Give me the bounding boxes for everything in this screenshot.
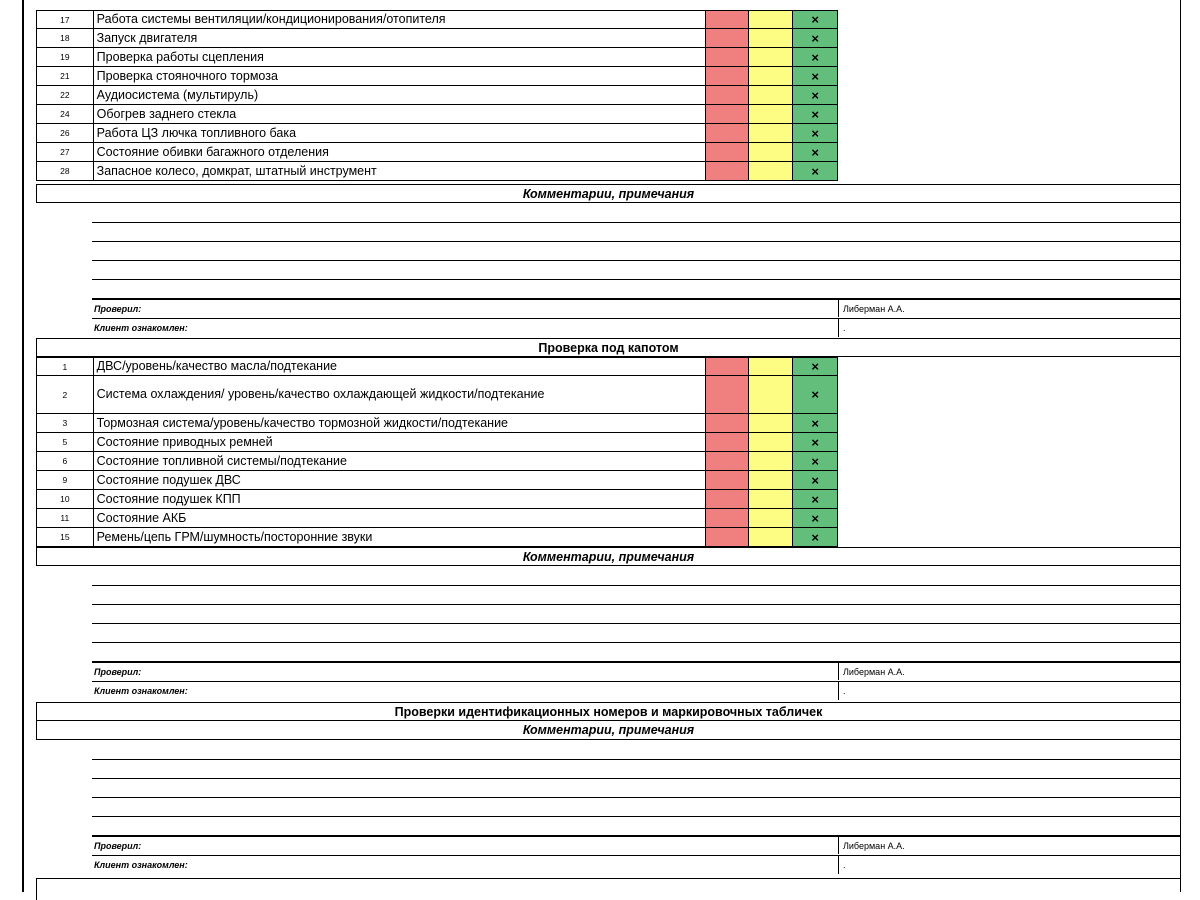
item-text: Состояние топливной системы/подтекание [94, 452, 706, 470]
client-value: . [838, 682, 1181, 700]
checked-label: Проверил: [94, 666, 142, 677]
comment-line [92, 241, 1181, 242]
status-yellow-cell[interactable] [749, 433, 794, 451]
checklist-row [36, 143, 838, 162]
status-green-cell[interactable] [793, 29, 838, 47]
status-red-cell[interactable] [706, 11, 749, 28]
status-red-cell[interactable] [706, 358, 749, 375]
checked-value: Либерман А.А. [838, 663, 1181, 680]
checklist-row [36, 357, 838, 376]
comment-line [92, 642, 1181, 643]
item-number: 21 [36, 67, 94, 85]
item-text: Ремень/цепь ГРМ/шумность/посторонние звуки [94, 528, 706, 546]
item-number: 11 [36, 509, 94, 527]
status-yellow-cell[interactable] [749, 48, 794, 66]
item-number: 3 [36, 414, 94, 432]
item-number: 24 [36, 105, 94, 123]
status-red-cell[interactable] [706, 452, 749, 470]
check-mark-icon: × [811, 491, 819, 507]
comment-line [92, 623, 1181, 624]
section1-client-row [92, 318, 1181, 337]
status-red-cell[interactable] [706, 509, 749, 527]
status-green-cell[interactable] [793, 11, 838, 28]
checklist-row [36, 124, 838, 143]
check-mark-icon: × [811, 510, 819, 526]
status-yellow-cell[interactable] [749, 471, 794, 489]
item-number: 28 [36, 162, 94, 180]
check-mark-icon: × [811, 30, 819, 46]
item-text: Состояние обивки багажного отделения [94, 143, 706, 161]
status-green-cell[interactable] [793, 143, 838, 161]
status-red-cell[interactable] [706, 124, 749, 142]
status-red-cell[interactable] [706, 67, 749, 85]
checklist-row [36, 86, 838, 105]
status-yellow-cell[interactable] [749, 490, 794, 508]
checklist-row [36, 528, 838, 547]
status-red-cell[interactable] [706, 143, 749, 161]
checked-label: Проверил: [94, 840, 142, 851]
status-green-cell[interactable] [793, 48, 838, 66]
status-red-cell[interactable] [706, 414, 749, 432]
item-text: Работа системы вентиляции/кондиционирования/отопителя [94, 11, 706, 28]
status-yellow-cell[interactable] [749, 86, 794, 104]
item-number: 27 [36, 143, 94, 161]
comment-line [92, 260, 1181, 261]
check-mark-icon: × [811, 453, 819, 469]
checked-value: Либерман А.А. [838, 837, 1181, 854]
check-mark-icon: × [811, 434, 819, 450]
status-red-cell[interactable] [706, 376, 749, 413]
check-mark-icon: × [811, 529, 819, 545]
item-text: Обогрев заднего стекла [94, 105, 706, 123]
bottom-box-top [36, 878, 1181, 879]
client-value: . [838, 856, 1181, 874]
check-mark-icon: × [811, 87, 819, 103]
status-red-cell[interactable] [706, 29, 749, 47]
checklist-row [36, 67, 838, 86]
status-red-cell[interactable] [706, 162, 749, 180]
section2-checked-row [92, 661, 1181, 680]
client-value: . [838, 319, 1181, 337]
checklist-row [36, 471, 838, 490]
status-red-cell[interactable] [706, 471, 749, 489]
item-number: 26 [36, 124, 94, 142]
item-text: Работа ЦЗ лючка топливного бака [94, 124, 706, 142]
check-mark-icon: × [811, 359, 819, 374]
item-number: 15 [36, 528, 94, 546]
status-green-cell[interactable] [793, 509, 838, 527]
status-green-cell[interactable] [793, 452, 838, 470]
checklist-row [36, 10, 838, 29]
comment-line [92, 759, 1181, 760]
item-text: Состояние подушек ДВС [94, 471, 706, 489]
status-yellow-cell[interactable] [749, 452, 794, 470]
status-green-cell[interactable] [793, 358, 838, 375]
checklist-row [36, 105, 838, 124]
status-red-cell[interactable] [706, 105, 749, 123]
checklist-row [36, 48, 838, 67]
status-yellow-cell[interactable] [749, 414, 794, 432]
item-text: Проверка работы сцепления [94, 48, 706, 66]
item-text: Система охлаждения/ уровень/качество охлаждающей жидкости/подтекание [94, 376, 706, 413]
item-text: Запасное колесо, домкрат, штатный инструмент [94, 162, 706, 180]
comment-line [92, 816, 1181, 817]
checklist-row [36, 509, 838, 528]
status-green-cell[interactable] [793, 67, 838, 85]
item-text: Проверка стояночного тормоза [94, 67, 706, 85]
item-number: 1 [36, 358, 94, 375]
checklist-row [36, 490, 838, 509]
status-red-cell[interactable] [706, 528, 749, 546]
status-yellow-cell[interactable] [749, 143, 794, 161]
status-yellow-cell[interactable] [749, 11, 794, 28]
comment-line [92, 797, 1181, 798]
item-number: 19 [36, 48, 94, 66]
check-mark-icon: × [811, 125, 819, 141]
status-green-cell[interactable] [793, 471, 838, 489]
section1-comments-header: Комментарии, примечания [36, 184, 1181, 203]
checked-value: Либерман А.А. [838, 300, 1181, 317]
comment-line [92, 279, 1181, 280]
status-green-cell[interactable] [793, 376, 838, 413]
check-mark-icon: × [811, 472, 819, 488]
section3-client-row [92, 855, 1181, 874]
item-number: 18 [36, 29, 94, 47]
status-yellow-cell[interactable] [749, 29, 794, 47]
check-mark-icon: × [811, 12, 819, 27]
check-mark-icon: × [811, 144, 819, 160]
status-green-cell[interactable] [793, 162, 838, 180]
section3-checked-row [92, 835, 1181, 854]
item-text: Запуск двигателя [94, 29, 706, 47]
item-text: Состояние приводных ремней [94, 433, 706, 451]
status-red-cell[interactable] [706, 86, 749, 104]
check-mark-icon: × [811, 387, 819, 402]
status-red-cell[interactable] [706, 48, 749, 66]
comment-line [92, 604, 1181, 605]
item-number: 9 [36, 471, 94, 489]
status-yellow-cell[interactable] [749, 376, 794, 413]
status-yellow-cell[interactable] [749, 162, 794, 180]
section3-comments-header: Комментарии, примечания [36, 721, 1181, 740]
check-mark-icon: × [811, 106, 819, 122]
status-green-cell[interactable] [793, 124, 838, 142]
status-green-cell[interactable] [793, 490, 838, 508]
check-mark-icon: × [811, 163, 819, 179]
status-red-cell[interactable] [706, 490, 749, 508]
comment-line [92, 778, 1181, 779]
item-number: 17 [36, 11, 94, 28]
item-text: Тормозная система/уровень/качество тормозной жидкости/подтекание [94, 414, 706, 432]
status-yellow-cell[interactable] [749, 67, 794, 85]
checked-label: Проверил: [94, 303, 142, 314]
comment-line [92, 585, 1181, 586]
client-label: Клиент ознакомлен: [94, 323, 188, 333]
comment-line [92, 222, 1181, 223]
item-number: 22 [36, 86, 94, 104]
checklist-row [36, 433, 838, 452]
checklist-row [36, 29, 838, 48]
client-label: Клиент ознакомлен: [94, 686, 188, 696]
status-red-cell[interactable] [706, 433, 749, 451]
section2-comments-header: Комментарии, примечания [36, 547, 1181, 566]
checklist-row [36, 414, 838, 433]
status-green-cell[interactable] [793, 414, 838, 432]
bottom-box-left [36, 878, 37, 900]
status-yellow-cell[interactable] [749, 105, 794, 123]
status-yellow-cell[interactable] [749, 124, 794, 142]
item-number: 6 [36, 452, 94, 470]
item-text: Состояние АКБ [94, 509, 706, 527]
status-green-cell[interactable] [793, 86, 838, 104]
check-mark-icon: × [811, 68, 819, 84]
item-number: 10 [36, 490, 94, 508]
status-yellow-cell[interactable] [749, 528, 794, 546]
status-yellow-cell[interactable] [749, 358, 794, 375]
status-green-cell[interactable] [793, 433, 838, 451]
status-green-cell[interactable] [793, 105, 838, 123]
check-mark-icon: × [811, 415, 819, 431]
client-label: Клиент ознакомлен: [94, 860, 188, 870]
item-text: Состояние подушек КПП [94, 490, 706, 508]
item-number: 2 [36, 376, 94, 413]
item-text: ДВС/уровень/качество масла/подтекание [94, 358, 706, 375]
check-mark-icon: × [811, 49, 819, 65]
checklist-row [36, 162, 838, 181]
section1-checked-row [92, 298, 1181, 317]
status-green-cell[interactable] [793, 528, 838, 546]
item-text: Аудиосистема (мультируль) [94, 86, 706, 104]
item-number: 5 [36, 433, 94, 451]
checklist-row [36, 452, 838, 471]
section3-title: Проверки идентификационных номеров и маркировочных табличек [36, 702, 1181, 721]
left-border [22, 0, 24, 892]
section2-client-row [92, 681, 1181, 700]
status-yellow-cell[interactable] [749, 509, 794, 527]
checklist-row [36, 376, 838, 414]
section2-title: Проверка под капотом [36, 338, 1181, 357]
